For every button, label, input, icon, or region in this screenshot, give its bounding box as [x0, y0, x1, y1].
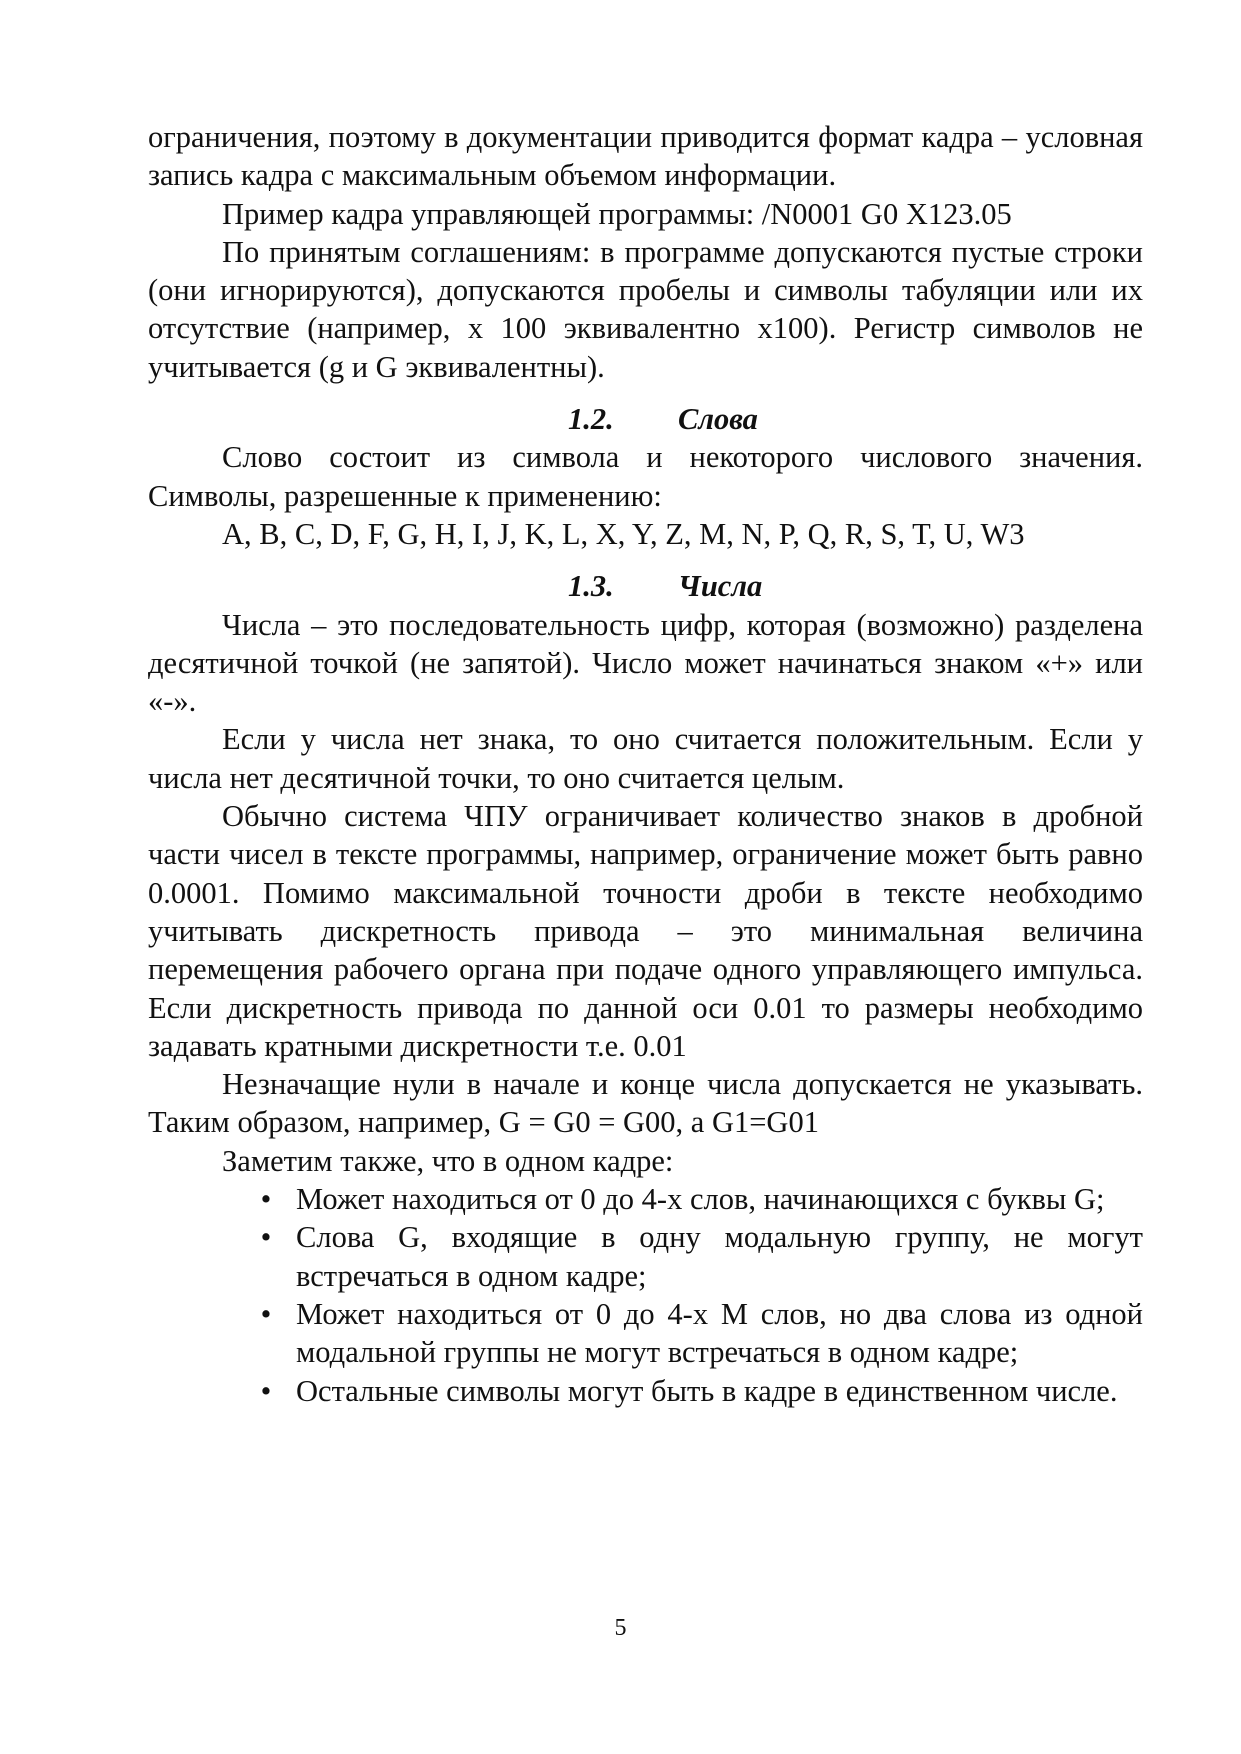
document-page [148, 118, 1143, 1410]
list-item [148, 1372, 1143, 1410]
list-item [148, 1295, 1143, 1372]
section-title: Слова [678, 402, 758, 437]
numbers-paragraph-5: Заметим также, что в одном кадре: [222, 1143, 674, 1178]
numbers-paragraph-3: Обычно система ЧПУ ограничивает количество знаков в дробной части чисел в тексте программы, например, ограничение может быть равно 0.0001. Помимо максимальной точности дроби в тексте необходимо учитывать дискретность привода – это минимальная величина перемещения рабочего органа при подаче одного управляющего импульса. Если дискретность привода по данной оси 0.01 то размеры необходимо задавать кратными дискретности т.е. 0.01 [148, 799, 1143, 1063]
intro-paragraph-2: Пример кадра управляющей программы: /N0001 G0 X123.05 [222, 196, 1012, 231]
numbers-paragraph-2: Если у числа нет знака, то оно считается положительным. Если у числа нет десятичной точки, то оно считается целым. [148, 722, 1143, 795]
numbers-paragraph-4: Незначащие нули в начале и конце числа допускается не указывать. Таким образом, например, G = G0 = G00, а G1=G01 [148, 1067, 1143, 1140]
section-number: 1.2. [568, 402, 614, 437]
bullet-icon: • [260, 1182, 272, 1217]
bullet-icon: • [260, 1373, 272, 1408]
list-item [148, 1218, 1143, 1295]
list-item-text: Может находиться от 0 до 4-х слов, начинающихся с буквы G; [296, 1182, 1105, 1217]
section-heading-numbers [148, 567, 1143, 605]
list-item [148, 1180, 1143, 1218]
section-title: Числа [678, 569, 763, 604]
words-paragraph-1: Слово состоит из символа и некоторого числового значения. Символы, разрешенные к применению: [148, 440, 1143, 513]
list-item-text: Остальные символы могут быть в кадре в единственном числе. [296, 1373, 1118, 1408]
frame-rules-list [148, 1180, 1143, 1410]
list-item-text: Может находиться от 0 до 4-х M слов, но два слова из одной модальной группы не могут встречаться в одном кадре; [296, 1296, 1143, 1370]
list-item-text: Слова G, входящие в одну модальную группу, не могут встречаться в одном кадре; [296, 1220, 1143, 1293]
bullet-icon: • [260, 1296, 272, 1331]
allowed-symbols: A, B, C, D, F, G, H, I, J, K, L, X, Y, Z, M, N, P, Q, R, S, T, U, W3 [222, 516, 1025, 551]
section-heading-words [148, 400, 1143, 438]
numbers-paragraph-1: Числа – это последовательность цифр, которая (возможно) разделена десятичной точкой (не запятой). Число может начинаться знаком «+» или «-». [148, 607, 1143, 719]
intro-paragraph-3: По принятым соглашениям: в программе допускаются пустые строки (они игнорируются), допускаются пробелы и символы табуляции или их отсутствие (например, х 100 эквивалентно х100). Регистр символов не учитывается (g и G эквивалентны). [148, 234, 1143, 384]
section-number: 1.3. [568, 569, 614, 604]
intro-paragraph-1: ограничения, поэтому в документации приводится формат кадра – условная запись кадра с максимальным объемом информации. [148, 120, 1143, 193]
page-number: 5 [614, 1615, 627, 1641]
bullet-icon: • [260, 1220, 272, 1255]
